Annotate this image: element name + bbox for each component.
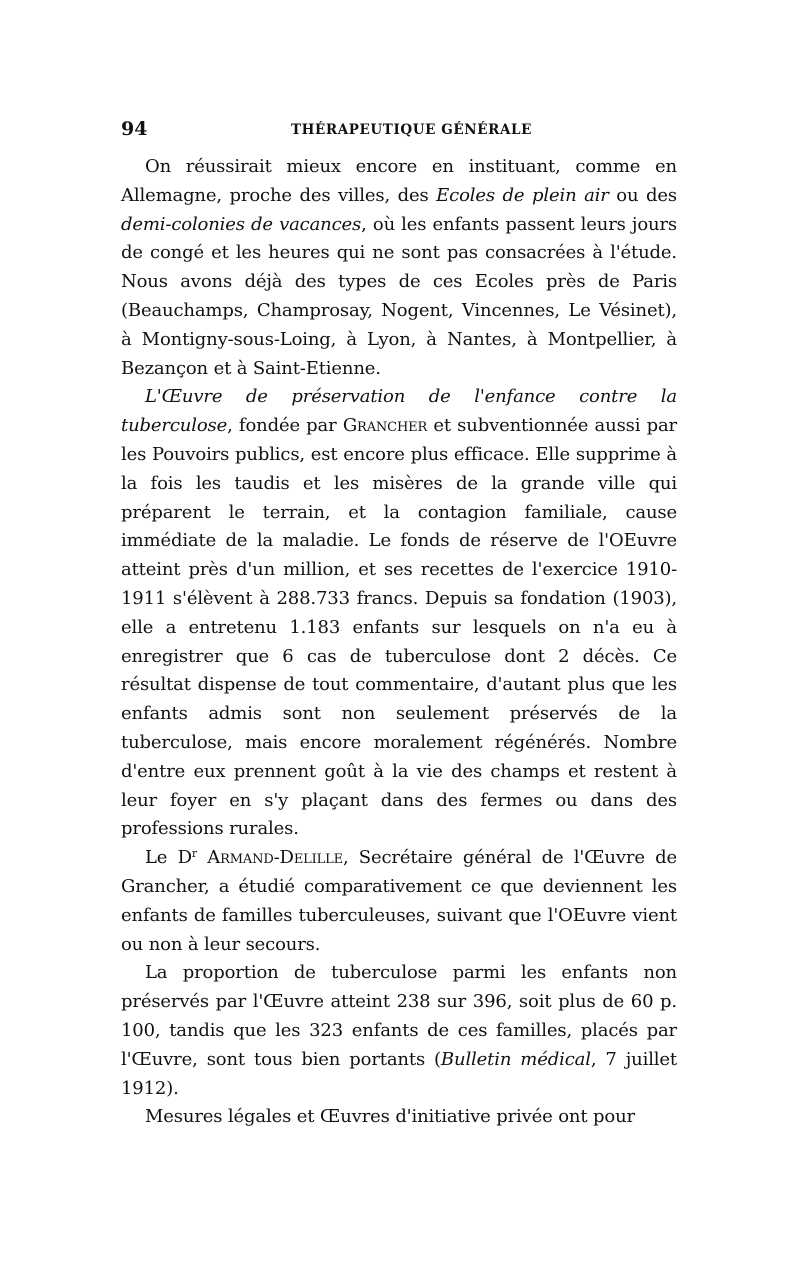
paragraph-3	[121, 844, 677, 959]
body-text	[121, 153, 677, 1132]
paragraph-3-text-b: , Secrétaire général de l'Œuvre de Grancher, a étudié comparativement ce que deviennent les enfants de familles tuberculeuses, suivant que l'OEuvre vient ou non à leur secours.	[121, 847, 677, 955]
paragraph-2-text-a: , fondée par	[227, 415, 343, 437]
paragraph-2-text-b: et subventionnée aussi par les Pouvoirs publics, est encore plus efficace. Elle supprime à la fois les taudis et les misères de la grande ville qui préparent le terrain, et la contagion familiale, cause immédiate de la maladie. Le fonds de réserve de l'OEuvre atteint près d'un million, et ses recettes de l'exercice 1910-1911 s'élèvent à 288.733 francs. Depuis sa fondation (1903), elle a entretenu 1.183 enfants sur lesquels on n'a eu à enregistrer que 6 cas de tuberculose dont 2 décès. Ce résultat dispense de tout commentaire, d'autant plus que les enfants admis sont non seulement préservés de la tuberculose, mais encore moralement régénérés. Nombre d'entre eux prennent goût à la vie des champs et restent à leur foyer en s'y plaçant dans des fermes ou dans des professions rurales.	[121, 415, 677, 840]
paragraph-4-text-b: , 7 juillet 1912).	[121, 1048, 677, 1099]
paragraph-3-superscript: r	[191, 847, 197, 861]
page-header	[121, 118, 681, 148]
paragraph-1-text-a: On réussirait mieux encore en instituant, comme en Allemagne, proche des villes, des	[121, 156, 677, 206]
paragraph-1-italic-1: Ecoles de plein air	[436, 184, 609, 206]
paragraph-1	[121, 153, 677, 383]
paragraph-3-smallcaps-1: Armand-Delille	[207, 847, 343, 869]
paragraph-3-text-a: Le D	[145, 847, 192, 869]
paragraph-5	[121, 1103, 677, 1132]
paragraph-2-italic-1: L'Œuvre de préservation de l'enfance contre la tuberculose	[121, 386, 677, 437]
paragraph-1-text-b: ou des	[608, 184, 677, 206]
paragraph-1-italic-2: demi-colonies de vacances	[121, 213, 362, 235]
paragraph-4-text-a: La proportion de tuberculose parmi les enfants non préservés par l'Œuvre atteint 238 sur 396, soit plus de 60 p. 100, tandis que les 323 enfants de ces familles, placés par l'Œuvre, sont tous bien portants (	[121, 962, 677, 1070]
page-number: 94	[121, 118, 148, 140]
paragraph-4	[121, 959, 677, 1103]
paragraph-2-smallcaps-1: Grancher	[342, 415, 428, 437]
paragraph-4-italic-1: Bulletin médical	[440, 1048, 591, 1070]
running-title: THÉRAPEUTIQUE GÉNÉRALE	[291, 122, 533, 138]
paragraph-1-text-c: , où les enfants passent leurs jours de congé et les heures qui ne sont pas consacrées à l'étude. Nous avons déjà des types de ces Ecoles près de Paris (Beauchamps, Champrosay, Nogent, Vincennes, Le Vésinet), à Montigny-sous-Loing, à Lyon, à Nantes, à Montpellier, à Bezançon et à Saint-Etienne.	[121, 213, 677, 379]
paragraph-2	[121, 383, 677, 844]
paragraph-5-text-a: Mesures légales et Œuvres d'initiative privée ont pour	[145, 1106, 635, 1128]
